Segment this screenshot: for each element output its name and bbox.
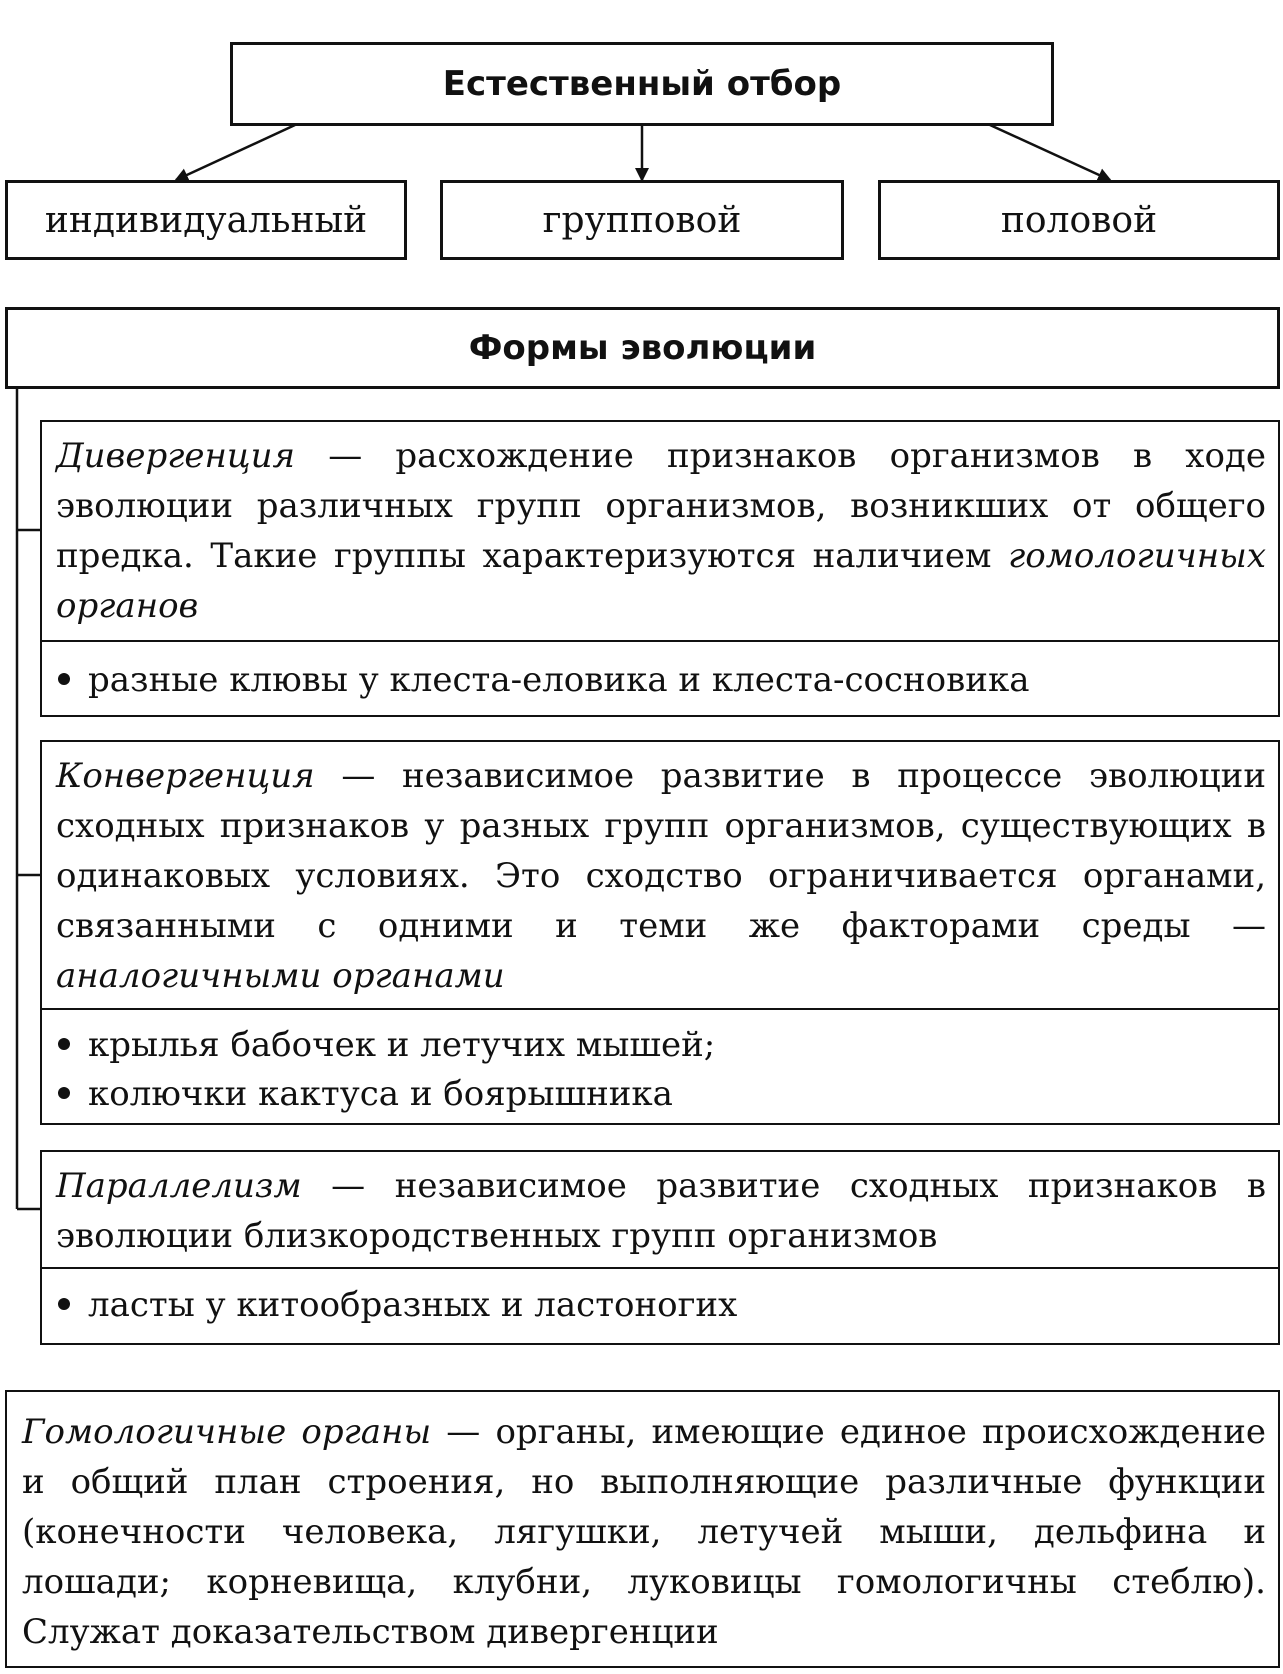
selection-type-sexual xyxy=(878,180,1280,260)
homologous-organs-definition: Гомологичные органы — органы, имеющие единое происхождение и общий план строения, но выполняющие различные функции (конечности человека, лягушки, летучей мыши, дельфина и лошади; корневища, клубни, луковицы гомологичны стеблю). Служат доказательством дивергенции xyxy=(22,1412,1266,1652)
convergence-separator xyxy=(40,1008,1280,1010)
natural-selection-title: Естественный отбор xyxy=(442,64,842,104)
arrow-to-individual xyxy=(176,125,295,180)
parallelism-separator xyxy=(40,1267,1280,1269)
convergence-example: крылья бабочек и летучих мышей; xyxy=(58,1020,715,1070)
divergence-example: разные клювы у клеста-еловика и клеста-сосновика xyxy=(58,655,1029,705)
forms-title: Формы эволюции xyxy=(468,328,817,368)
analogous-organs-term: аналогичными органами xyxy=(56,956,505,996)
arrow-to-sexual xyxy=(990,125,1110,180)
forms-title-box xyxy=(5,307,1280,389)
parallelism-example: ласты у китообразных и ластоногих xyxy=(58,1280,737,1330)
convergence-example: колючки кактуса и боярышника xyxy=(58,1069,673,1119)
divergence-separator xyxy=(40,640,1280,642)
divergence-term: Дивергенция xyxy=(56,436,296,476)
divergence-definition: Дивергенция — расхождение признаков организмов в ходе эволюции различных групп организмов, возникших от общего предка. Такие группы характеризуются наличием гомологичных органов xyxy=(56,436,1266,626)
convergence-term: Конвергенция xyxy=(56,756,315,796)
bullet-icon xyxy=(58,673,70,685)
homologous-organs-term: гомологичных органов xyxy=(56,536,1266,626)
selection-type-label: половой xyxy=(1000,199,1158,241)
selection-type-group xyxy=(440,180,844,260)
selection-type-label: групповой xyxy=(542,199,742,241)
parallelism-definition: Параллелизм — независимое развитие сходных признаков в эволюции близкородственных групп организмов xyxy=(56,1166,1266,1256)
bullet-icon xyxy=(58,1298,70,1310)
bullet-icon xyxy=(58,1087,70,1099)
homologous-organs-title: Гомологичные органы xyxy=(22,1412,432,1452)
bullet-icon xyxy=(58,1038,70,1050)
natural-selection-box xyxy=(230,42,1054,126)
selection-type-individual xyxy=(5,180,407,260)
parallelism-term: Параллелизм xyxy=(56,1166,302,1206)
convergence-definition: Конвергенция — независимое развитие в процессе эволюции сходных признаков у разных групп организмов, существующих в одинаковых условиях. Это сходство ограничивается органами, связанными с одними и теми же факторами среды — аналогичными органами xyxy=(56,756,1266,996)
selection-type-label: индивидуальный xyxy=(44,199,368,241)
